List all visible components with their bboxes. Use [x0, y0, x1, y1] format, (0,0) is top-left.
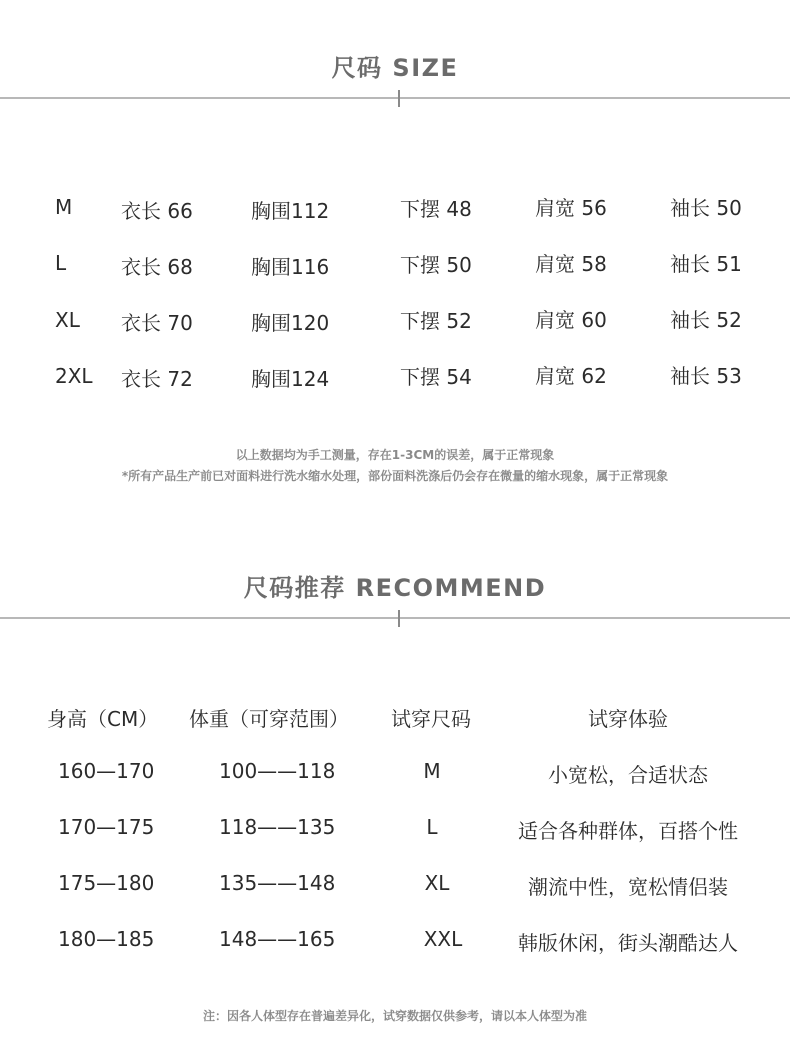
recommended-size: XL — [424, 871, 450, 895]
size-divider-tick — [398, 90, 400, 107]
header-experience: 试穿体验 — [588, 707, 668, 731]
shoulder-value: 肩宽 62 — [535, 364, 607, 388]
size-divider — [0, 97, 790, 99]
height-range: 160—170 — [58, 759, 155, 783]
hem-value: 下摆 50 — [400, 253, 472, 277]
hem-value: 下摆 48 — [400, 197, 472, 221]
chest-value: 胸围124 — [251, 367, 330, 391]
size-label: XL — [55, 308, 80, 332]
hem-value: 下摆 54 — [400, 365, 472, 389]
recommended-size: L — [426, 815, 438, 839]
sleeve-value: 袖长 50 — [670, 196, 742, 220]
length-value: 衣长 70 — [121, 311, 193, 335]
hem-value: 下摆 52 — [400, 309, 472, 333]
fit-disclaimer-note: 注：因各人体型存在普遍差异化，试穿数据仅供参考，请以本人体型为准 — [202, 1009, 587, 1023]
recommend-divider-tick — [398, 610, 400, 627]
header-height: 身高（CM） — [47, 707, 159, 731]
shoulder-value: 肩宽 58 — [535, 252, 607, 276]
length-value: 衣长 72 — [121, 367, 193, 391]
sleeve-value: 袖长 51 — [670, 252, 742, 276]
recommended-size: M — [423, 759, 441, 783]
weight-range: 148——165 — [219, 927, 336, 951]
header-weight: 体重（可穿范围） — [189, 707, 349, 731]
chest-value: 胸围116 — [251, 255, 330, 279]
length-value: 衣长 68 — [121, 255, 193, 279]
shoulder-value: 肩宽 56 — [535, 196, 607, 220]
fit-experience: 小宽松，合适状态 — [548, 763, 708, 787]
shoulder-value: 肩宽 60 — [535, 308, 607, 332]
height-range: 180—185 — [58, 927, 155, 951]
size-label: 2XL — [55, 364, 93, 388]
fit-experience: 适合各种群体，百搭个性 — [518, 819, 738, 843]
weight-range: 118——135 — [219, 815, 336, 839]
size-label: L — [55, 251, 67, 275]
recommend-divider — [0, 617, 790, 619]
recommended-size: XXL — [423, 927, 463, 951]
height-range: 175—180 — [58, 871, 155, 895]
weight-range: 100——118 — [219, 759, 336, 783]
sleeve-value: 袖长 52 — [670, 308, 742, 332]
recommend-section-title: 尺码推荐 RECOMMEND — [243, 574, 547, 602]
height-range: 170—175 — [58, 815, 155, 839]
measurement-note: 以上数据均为手工测量，存在1-3CM的误差，属于正常现象 — [235, 448, 555, 462]
sleeve-value: 袖长 53 — [670, 364, 742, 388]
chest-value: 胸围120 — [251, 311, 330, 335]
size-label: M — [55, 195, 73, 219]
header-size: 试穿尺码 — [391, 707, 471, 731]
chest-value: 胸围112 — [251, 199, 330, 223]
shrinkage-note: *所有产品生产前已对面料进行洗水缩水处理，部份面料洗涤后仍会存在微量的缩水现象，属于正常现象 — [121, 469, 669, 483]
fit-experience: 韩版休闲，街头潮酷达人 — [518, 931, 738, 955]
weight-range: 135——148 — [219, 871, 336, 895]
size-section-title: 尺码 SIZE — [331, 54, 459, 82]
length-value: 衣长 66 — [121, 199, 193, 223]
fit-experience: 潮流中性，宽松情侣装 — [528, 875, 728, 899]
